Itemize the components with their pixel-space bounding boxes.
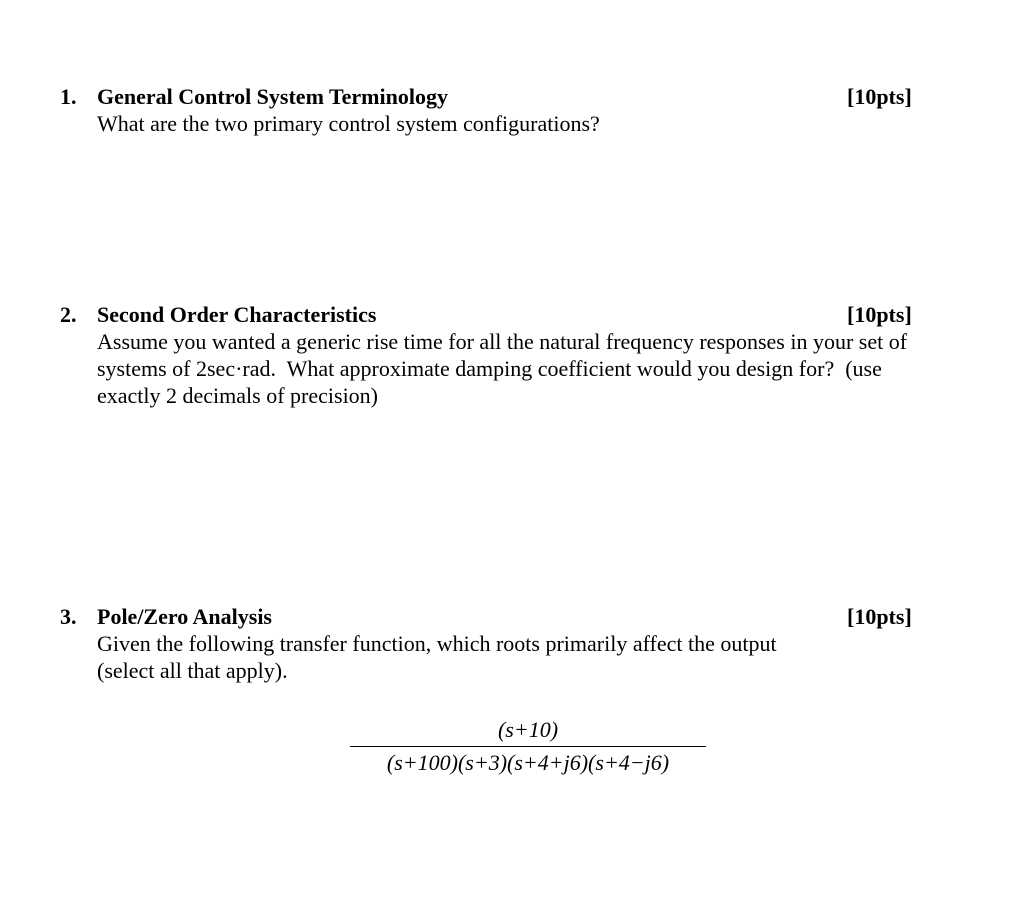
question-1-text — [97, 110, 980, 137]
question-points: [10pts] — [847, 604, 912, 629]
question-text-line: Given the following transfer function, which roots primarily affect the output — [97, 631, 777, 656]
transfer-function-denominator — [350, 747, 706, 779]
numerator-expression: (s+10) — [497, 717, 559, 742]
question-text-line: systems of 2sec·rad. What approximate damping coefficient would you design for? (use — [97, 356, 882, 381]
question-number: 2. — [60, 302, 77, 327]
question-3 — [60, 604, 980, 684]
question-points: [10pts] — [847, 84, 912, 109]
question-1-header — [60, 84, 980, 110]
question-number: 3. — [60, 604, 77, 629]
question-title: General Control System Terminology — [97, 84, 448, 109]
question-text-line: exactly 2 decimals of precision) — [97, 383, 379, 408]
question-number: 1. — [60, 84, 77, 109]
transfer-function-numerator — [350, 714, 706, 746]
question-title: Second Order Characteristics — [97, 302, 377, 327]
question-points: [10pts] — [847, 302, 912, 327]
question-3-text — [97, 630, 857, 684]
question-2-text — [97, 328, 980, 409]
question-title: Pole/Zero Analysis — [97, 604, 272, 629]
denominator-expression: (s+100)(s+3)(s+4+j6)(s+4−j6) — [386, 750, 670, 775]
question-2 — [60, 302, 980, 409]
transfer-function — [350, 714, 706, 779]
question-2-header — [60, 302, 980, 328]
question-text-line: Assume you wanted a generic rise time for all the natural frequency responses in your set of — [97, 329, 908, 354]
question-text-line: (select all that apply). — [97, 658, 288, 683]
question-3-header — [60, 604, 980, 630]
question-text-line: What are the two primary control system configurations? — [97, 111, 600, 136]
question-1 — [60, 84, 980, 137]
